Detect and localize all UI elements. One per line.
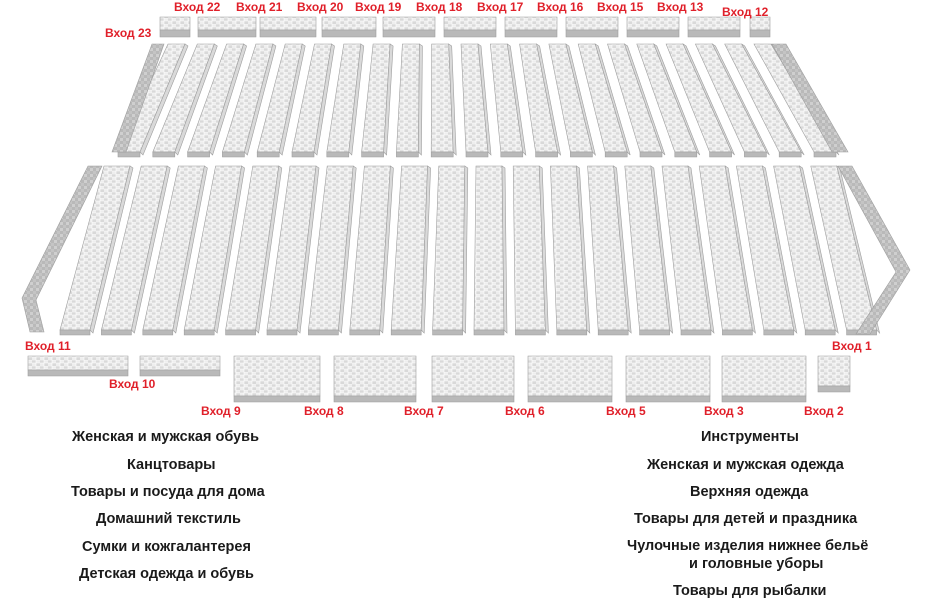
entrance-19-label: Вход 19 [355, 0, 402, 14]
entrance-9-label: Вход 9 [201, 404, 241, 418]
entrance-2-label: Вход 2 [804, 404, 844, 418]
entrance-18-label: Вход 18 [416, 0, 463, 14]
entrance-5-label: Вход 5 [606, 404, 646, 418]
entrance-22-label: Вход 22 [174, 0, 221, 14]
entrance-7-label: Вход 7 [404, 404, 444, 418]
legend-item: Детская одежда и обувь [79, 566, 254, 582]
legend-item: Верхняя одежда [690, 484, 809, 500]
legend-item: и головные уборы [689, 556, 824, 572]
legend-item: Товары и посуда для дома [71, 484, 265, 500]
legend-item: Женская и мужская обувь [72, 429, 259, 445]
legend-item: Канцтовары [127, 457, 216, 473]
legend-item: Чулочные изделия нижнее бельё [627, 538, 869, 554]
legend-item: Товары для рыбалки [673, 583, 827, 599]
entrance-21-label: Вход 21 [236, 0, 283, 14]
entrance-15-label: Вход 15 [597, 0, 644, 14]
legend-item: Женская и мужская одежда [647, 457, 844, 473]
legend-item: Сумки и кожгалантерея [82, 539, 251, 555]
entrance-10-label: Вход 10 [109, 377, 156, 391]
entrance-3-label: Вход 3 [704, 404, 744, 418]
entrance-6-label: Вход 6 [505, 404, 545, 418]
legend-item: Инструменты [701, 429, 799, 445]
entrance-16-label: Вход 16 [537, 0, 584, 14]
entrance-17-label: Вход 17 [477, 0, 524, 14]
legend-item: Домашний текстиль [96, 511, 241, 527]
legend-item: Товары для детей и праздника [634, 511, 858, 527]
entrance-11-label: Вход 11 [25, 339, 71, 353]
entrance-13-label: Вход 13 [657, 0, 704, 14]
entrance-20-label: Вход 20 [297, 0, 344, 14]
entrance-1-label: Вход 1 [832, 339, 872, 353]
entrance-12-label: Вход 12 [722, 5, 769, 19]
entrance-23-label: Вход 23 [105, 26, 152, 40]
entrance-8-label: Вход 8 [304, 404, 344, 418]
